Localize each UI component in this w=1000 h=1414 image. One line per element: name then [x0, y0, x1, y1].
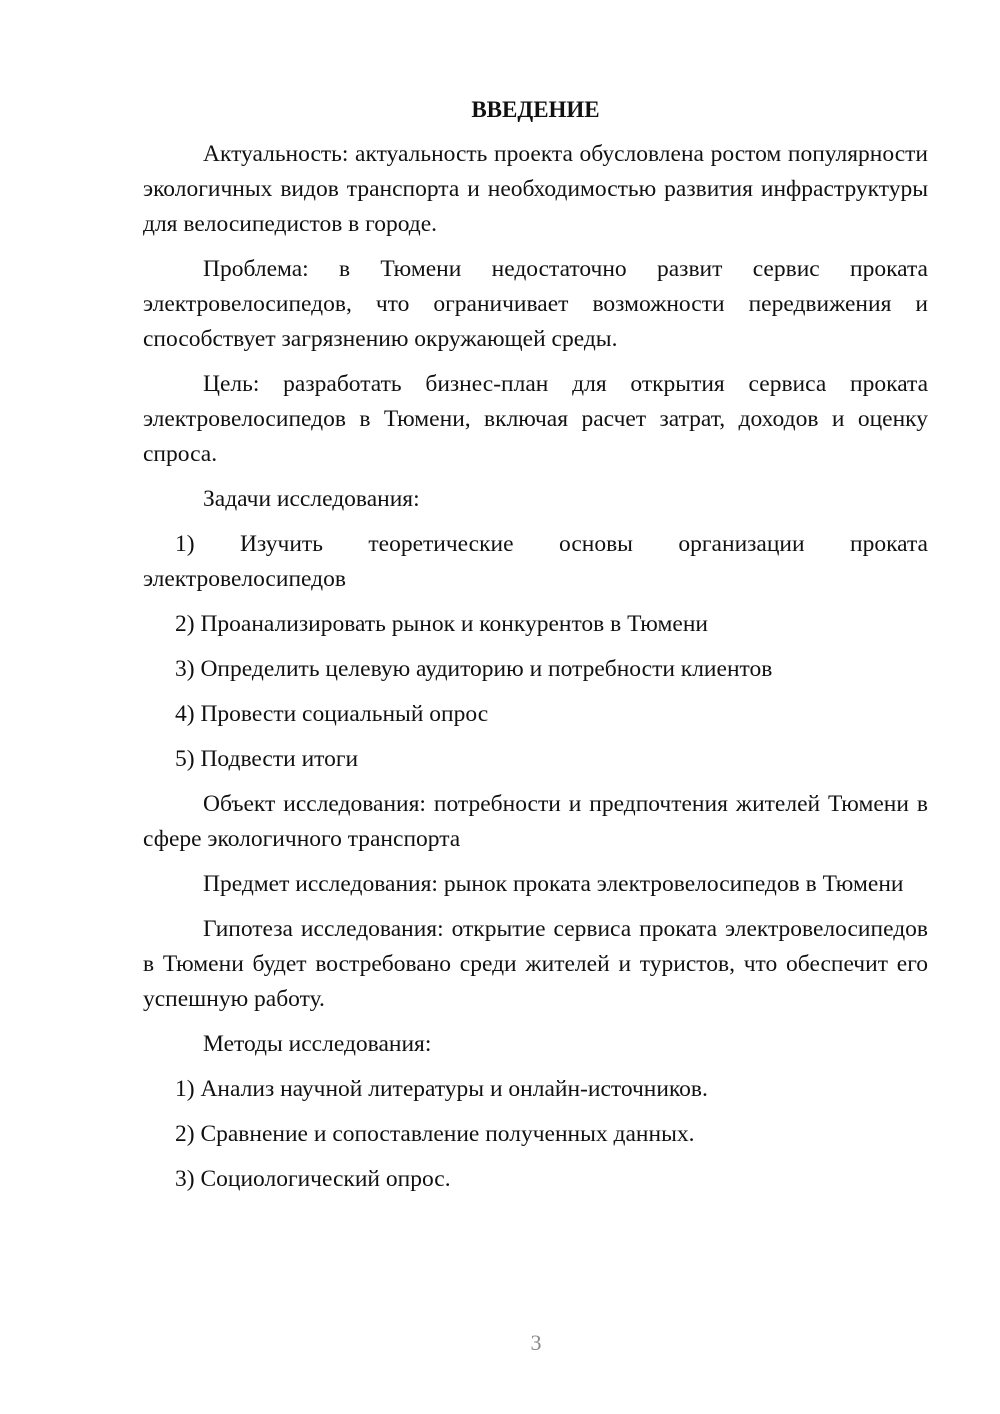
task-item: 4) Провести социальный опрос	[175, 701, 489, 727]
subject-paragraph: Предмет исследования: рынок проката электровелосипедов в Тюмени	[203, 871, 904, 897]
task-item: 2) Проанализировать рынок и конкурентов в Тюмени	[175, 611, 708, 637]
hypothesis-paragraph: Гипотеза исследования: открытие сервиса проката электровелосипедов в Тюмени будет востребовано среди жителей и туристов, что обеспечит его успешную работу.	[143, 916, 928, 1012]
task-item: 5) Подвести итоги	[175, 746, 359, 772]
method-item: 1) Анализ научной литературы и онлайн-источников.	[175, 1076, 708, 1102]
method-item: 3) Социологический опрос.	[175, 1166, 451, 1192]
method-item: 2) Сравнение и сопоставление полученных данных.	[175, 1121, 695, 1147]
goal-paragraph: Цель: разработать бизнес-план для открытия сервиса проката электровелосипедов в Тюмени, включая расчет затрат, доходов и оценку спроса.	[143, 371, 928, 467]
object-paragraph: Объект исследования: потребности и предпочтения жителей Тюмени в сфере экологичного транспорта	[143, 791, 928, 852]
methods-label: Методы исследования:	[203, 1031, 432, 1057]
task-item: 3) Определить целевую аудиторию и потребности клиентов	[175, 656, 773, 682]
task-item: 1) Изучить теоретические основы организации проката электровелосипедов	[143, 531, 928, 592]
document-body	[143, 92, 928, 1207]
problem-paragraph: Проблема: в Тюмени недостаточно развит сервис проката электровелосипедов, что ограничивает возможности передвижения и способствует загрязнению окружающей среды.	[143, 256, 928, 352]
tasks-label: Задачи исследования:	[203, 486, 420, 512]
page-number: 3	[530, 1330, 542, 1355]
relevance-paragraph: Актуальность: актуальность проекта обусловлена ростом популярности экологичных видов транспорта и необходимостью развития инфраструктуры для велосипедистов в городе.	[143, 141, 928, 237]
page-title: ВВЕДЕНИЕ	[471, 97, 600, 122]
